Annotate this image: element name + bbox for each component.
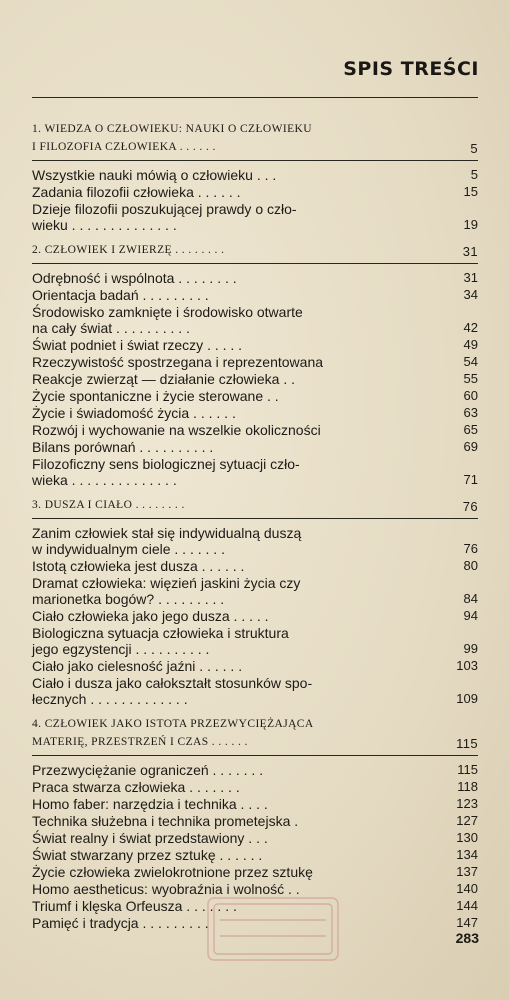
toc-entry: [32, 847, 478, 863]
entry-page-number: 63: [463, 405, 478, 420]
entry-title-line: na cały świat . . . . . . . . . .: [32, 320, 190, 336]
toc-entry: [32, 575, 478, 607]
entry-title-line: Orientacja badań . . . . . . . . .: [32, 287, 209, 303]
chapter-title-line: 1. WIEDZA O CZŁOWIEKU: NAUKI O CZŁOWIEKU: [32, 123, 312, 135]
chapter-heading: [32, 241, 478, 259]
entry-title-line: w indywidualnym ciele . . . . . . .: [32, 541, 225, 557]
entry-title: [32, 422, 440, 438]
entry-page-number: 137: [456, 864, 478, 879]
toc-entry: [32, 864, 478, 880]
toc-entry: [32, 287, 478, 303]
entry-page-number: 109: [456, 691, 478, 706]
entry-title: [32, 864, 440, 880]
toc-entry: [32, 762, 478, 778]
toc-entry: [32, 813, 478, 829]
entry-page-number: 115: [457, 762, 478, 777]
entry-title: [32, 558, 440, 574]
entry-title: [32, 201, 440, 233]
toc-entry: [32, 167, 478, 183]
chapter-rule: [32, 518, 478, 519]
toc-entry: [32, 354, 478, 370]
page-number: 283: [455, 930, 479, 946]
entry-page-number: 34: [463, 287, 478, 302]
entry-title-line: Triumf i klęska Orfeusza . . . . . . .: [32, 898, 237, 914]
entry-title-line: Życie spontaniczne i życie sterowane . .: [32, 388, 279, 404]
entry-page-number: 5: [470, 167, 478, 182]
chapter-title-line: MATERIĘ, PRZESTRZEŃ I CZAS . . . . . .: [32, 736, 248, 748]
entry-title: [32, 388, 440, 404]
entry-title: [32, 658, 440, 674]
entry-page-number: 118: [457, 779, 478, 794]
chapter-page-number: 76: [462, 499, 478, 514]
entry-title-line: Filozoficzny sens biologicznej sytuacji czło-: [32, 456, 300, 472]
toc-entry: [32, 525, 478, 557]
heading-rule: [32, 97, 478, 98]
entry-page-number: 42: [463, 320, 478, 335]
toc-entry: [32, 658, 478, 674]
entry-title-line: Pamięć i tradycja . . . . . . . . .: [32, 915, 209, 931]
toc-entry: [32, 796, 478, 812]
entry-page-number: 76: [463, 541, 478, 556]
entry-title: [32, 439, 440, 455]
toc-entry: [32, 337, 478, 353]
entry-title: [32, 762, 440, 778]
entry-page-number: 69: [463, 439, 478, 454]
entry-title-line: Życie i świadomość życia . . . . . .: [32, 405, 236, 421]
entry-title-line: Technika służebna i technika prometejska .: [32, 813, 299, 829]
entry-title: [32, 405, 440, 421]
toc-entry: [32, 830, 478, 846]
entry-page-number: 123: [456, 796, 478, 811]
entry-page-number: 84: [463, 591, 478, 606]
page-heading: SPIS TREŚCI: [343, 58, 479, 80]
toc-entry: [32, 304, 478, 336]
entry-page-number: 147: [456, 915, 478, 930]
toc-entry: [32, 388, 478, 404]
entry-title-line: Świat realny i świat przedstawiony . . .: [32, 830, 268, 846]
entry-page-number: 144: [456, 898, 478, 913]
entry-page-number: 99: [463, 641, 478, 656]
chapter-title: [32, 715, 440, 751]
entry-title: [32, 575, 440, 607]
entry-title: [32, 456, 440, 488]
chapter-page-number: 31: [462, 244, 478, 259]
chapter-title-line: 2. CZŁOWIEK I ZWIERZĘ . . . . . . . .: [32, 244, 225, 256]
entry-title-line: Praca stwarza człowieka . . . . . . .: [32, 779, 240, 795]
entry-title: [32, 525, 440, 557]
entry-page-number: 94: [463, 608, 478, 623]
toc-entry: [32, 422, 478, 438]
entry-title-line: Ciało człowieka jako jego dusza . . . . .: [32, 608, 269, 624]
entry-title-line: Środowisko zamknięte i środowisko otwarte: [32, 304, 303, 320]
chapter-page-number: 115: [456, 736, 478, 751]
entry-page-number: 49: [463, 337, 478, 352]
entry-title-line: Dramat człowieka: więzień jaskini życia czy: [32, 575, 301, 591]
chapter-title-line: 4. CZŁOWIEK JAKO ISTOTA PRZEZWYCIĘŻAJĄCA: [32, 718, 314, 730]
entry-page-number: 15: [463, 184, 478, 199]
entry-title-line: Reakcje zwierząt — działanie człowieka . .: [32, 371, 295, 387]
entry-title-line: Homo aestheticus: wyobraźnia i wolność . .: [32, 881, 300, 897]
entry-title-line: Rozwój i wychowanie na wszelkie okoliczności: [32, 422, 321, 438]
entry-page-number: 130: [456, 830, 478, 845]
entry-title: [32, 337, 440, 353]
toc-entry: [32, 779, 478, 795]
entry-title: [32, 779, 440, 795]
toc-entry: [32, 675, 478, 707]
entry-title: [32, 796, 440, 812]
entry-page-number: 134: [456, 847, 478, 862]
entry-title-line: łecznych . . . . . . . . . . . . .: [32, 691, 188, 707]
entry-title: [32, 675, 440, 707]
chapter-title: [32, 496, 440, 514]
entry-title: [32, 847, 440, 863]
entry-page-number: 103: [456, 658, 478, 673]
entry-title-line: Ciało i dusza jako całokształt stosunków spo-: [32, 675, 313, 691]
chapter-heading: [32, 120, 478, 156]
entry-title: [32, 813, 440, 829]
entry-title: [32, 167, 440, 183]
entry-title-line: wieku . . . . . . . . . . . . . .: [32, 217, 177, 233]
entry-title: [32, 270, 440, 286]
toc-entry: [32, 608, 478, 624]
entry-title-line: Odrębność i wspólnota . . . . . . . .: [32, 270, 237, 286]
entry-title-line: Dzieje filozofii poszukującej prawdy o czło-: [32, 201, 297, 217]
chapter-title-line: 3. DUSZA I CIAŁO . . . . . . . .: [32, 499, 185, 511]
entry-title-line: Zanim człowiek stał się indywidualną duszą: [32, 525, 302, 541]
toc-entry: [32, 405, 478, 421]
entry-title-line: Świat stwarzany przez sztukę . . . . . .: [32, 847, 263, 863]
chapter-rule: [32, 263, 478, 264]
entry-title-line: Homo faber: narzędzia i technika . . . .: [32, 796, 268, 812]
toc-entry: [32, 184, 478, 200]
entry-page-number: 31: [463, 270, 478, 285]
entry-title: [32, 625, 440, 657]
entry-page-number: 140: [456, 881, 478, 896]
toc-entry: [32, 558, 478, 574]
entry-title: [32, 830, 440, 846]
chapter-title: [32, 120, 440, 156]
library-stamp: [200, 892, 350, 972]
toc-entry: [32, 625, 478, 657]
entry-title: [32, 371, 440, 387]
entry-title: [32, 304, 440, 336]
entry-title-line: Życie człowieka zwielokrotnione przez sztukę: [32, 864, 313, 880]
chapter-page-number: 5: [470, 141, 478, 156]
toc-entry: [32, 439, 478, 455]
chapter-rule: [32, 755, 478, 756]
entry-title-line: wieka . . . . . . . . . . . . . .: [32, 472, 177, 488]
chapter-heading: [32, 496, 478, 514]
entry-page-number: 127: [456, 813, 478, 828]
entry-title-line: jego egzystencji . . . . . . . . . .: [32, 641, 210, 657]
chapter-rule: [32, 160, 478, 161]
entry-title-line: Przezwyciężanie ograniczeń . . . . . . .: [32, 762, 264, 778]
entry-page-number: 80: [463, 558, 478, 573]
entry-page-number: 54: [463, 354, 478, 369]
chapter-title-line: I FILOZOFIA CZŁOWIEKA . . . . . .: [32, 141, 216, 153]
entry-title-line: Rzeczywistość spostrzegana i reprezentowana: [32, 354, 324, 370]
chapter-heading: [32, 715, 478, 751]
chapter-title: [32, 241, 440, 259]
entry-page-number: 55: [463, 371, 478, 386]
entry-title-line: Bilans porównań . . . . . . . . . .: [32, 439, 214, 455]
entry-title: [32, 287, 440, 303]
entry-page-number: 60: [463, 388, 478, 403]
entry-title-line: Wszystkie nauki mówią o człowieku . . .: [32, 167, 277, 183]
toc-entry: [32, 371, 478, 387]
entry-title-line: Istotą człowieka jest dusza . . . . . .: [32, 558, 245, 574]
toc-entry: [32, 270, 478, 286]
entry-title-line: Biologiczna sytuacja człowieka i struktura: [32, 625, 289, 641]
entry-title: [32, 354, 440, 370]
entry-page-number: 19: [463, 217, 478, 232]
entry-title-line: Ciało jako cielesność jaźni . . . . . .: [32, 658, 243, 674]
entry-page-number: 65: [463, 422, 478, 437]
toc-entry: [32, 456, 478, 488]
toc-entry: [32, 201, 478, 233]
entry-title-line: Świat podniet i świat rzeczy . . . . .: [32, 337, 243, 353]
entry-title-line: Zadania filozofii człowieka . . . . . .: [32, 184, 241, 200]
entry-page-number: 71: [463, 472, 478, 487]
entry-title: [32, 608, 440, 624]
entry-title: [32, 184, 440, 200]
entry-title-line: marionetka bogów? . . . . . . . . .: [32, 591, 225, 607]
table-of-contents: [32, 112, 478, 932]
